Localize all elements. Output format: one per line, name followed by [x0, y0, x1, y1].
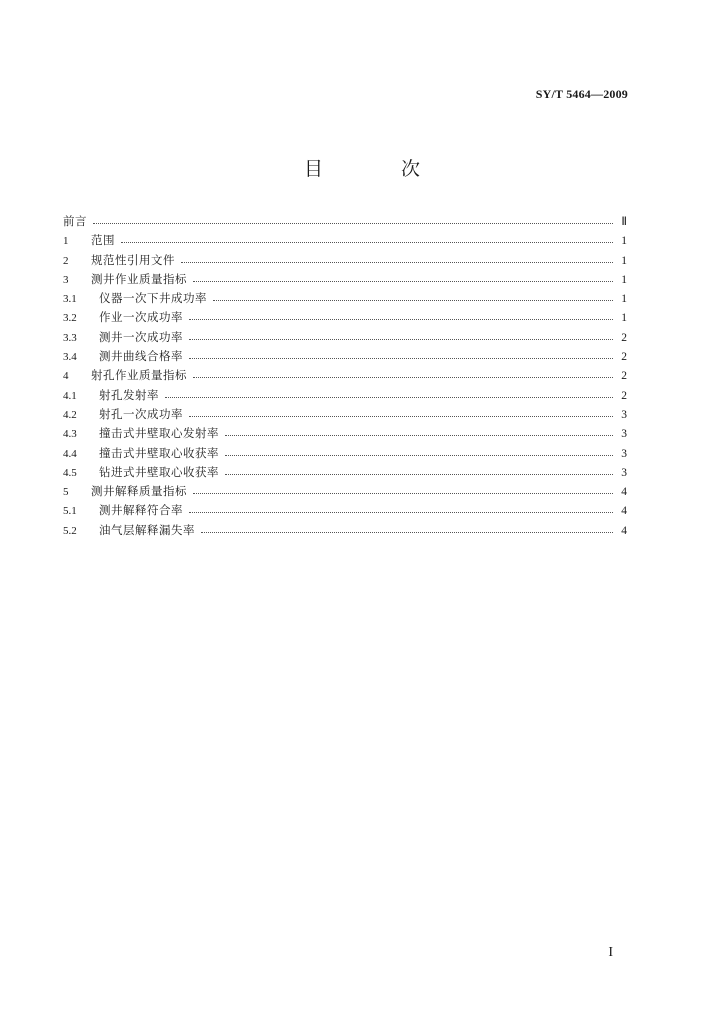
- toc-entry-number: 4.4: [63, 447, 77, 460]
- dot-leader: [193, 367, 613, 378]
- dot-leader: [225, 425, 613, 436]
- toc-entry-page: Ⅱ: [621, 216, 627, 228]
- dot-leader: [193, 483, 613, 494]
- dot-leader: [181, 252, 613, 263]
- toc-entry-page: 3: [621, 428, 627, 441]
- toc-entry-label: 测井解释符合率: [99, 503, 183, 518]
- toc-entry-label: 撞击式井壁取心收获率: [99, 445, 219, 460]
- dot-leader: [189, 406, 613, 417]
- toc-entry[interactable]: [63, 213, 627, 232]
- toc-entry-page: 4: [621, 505, 627, 518]
- toc-entry-number: 5.1: [63, 505, 77, 518]
- toc-entry-number: 3.4: [63, 351, 77, 364]
- toc-entry-page: 1: [621, 273, 627, 286]
- dot-leader: [189, 348, 613, 359]
- toc-entry-number: 4.5: [63, 466, 77, 479]
- toc-entry-page: 1: [621, 293, 627, 306]
- toc-entry-page: 2: [621, 331, 627, 344]
- toc-entry-page: 2: [621, 389, 627, 402]
- toc-entry-label: 范围: [91, 233, 115, 248]
- toc-entry-page: 1: [621, 254, 627, 267]
- toc-entry[interactable]: [63, 271, 627, 290]
- toc-title: 目 次: [303, 158, 457, 180]
- toc-entry[interactable]: [63, 464, 627, 483]
- toc-entry-page: 3: [621, 447, 627, 460]
- toc-entry[interactable]: [63, 425, 627, 444]
- dot-leader: [225, 445, 613, 456]
- dot-leader: [201, 522, 613, 533]
- toc-entry-page: 3: [621, 408, 627, 421]
- toc-entry-label: 射孔发射率: [99, 387, 159, 402]
- toc-entry[interactable]: [63, 367, 627, 386]
- toc-entry-label: 前言: [63, 214, 87, 228]
- toc-entry-number: 2: [63, 254, 69, 267]
- toc-entry-page: 2: [621, 351, 627, 364]
- toc-entry[interactable]: [63, 309, 627, 328]
- dot-leader: [93, 213, 613, 224]
- dot-leader: [121, 232, 613, 243]
- toc-entry-label: 测井曲线合格率: [99, 349, 183, 364]
- toc-entry-label: 射孔作业质量指标: [91, 368, 187, 383]
- toc-entry-label: 钻进式井壁取心收获率: [99, 464, 219, 479]
- dot-leader: [193, 271, 613, 282]
- toc-entry-label: 射孔一次成功率: [99, 406, 183, 421]
- toc-entry-number: 1: [63, 235, 69, 248]
- toc-entry[interactable]: [63, 502, 627, 521]
- toc-entry-number: 4.1: [63, 389, 77, 402]
- toc-entry-number: 3: [63, 273, 69, 286]
- toc-entry-label: 测井一次成功率: [99, 329, 183, 344]
- toc-entry[interactable]: [63, 252, 627, 271]
- toc-entry-label: 油气层解释漏失率: [99, 522, 195, 537]
- toc-entry-number: 4.3: [63, 428, 77, 441]
- toc-entry-number: 3.2: [63, 312, 77, 325]
- toc-entry-number: 4.2: [63, 408, 77, 421]
- toc-entry-label: 仪器一次下井成功率: [99, 291, 207, 306]
- toc-entry-page: 2: [621, 370, 627, 383]
- dot-leader: [225, 464, 613, 475]
- toc-entry-label: 规范性引用文件: [91, 252, 175, 267]
- toc-entry[interactable]: [63, 483, 627, 502]
- dot-leader: [189, 502, 613, 513]
- toc-entry[interactable]: [63, 232, 627, 251]
- toc-entry[interactable]: [63, 445, 627, 464]
- toc-entry-page: 4: [621, 486, 627, 499]
- toc-entry[interactable]: [63, 348, 627, 367]
- toc-entry-number: 5.2: [63, 524, 77, 537]
- toc-entry[interactable]: [63, 406, 627, 425]
- toc-entry-page: 1: [621, 235, 627, 248]
- toc-entry[interactable]: [63, 387, 627, 406]
- table-of-contents: [63, 213, 627, 541]
- toc-entry-page: 4: [621, 524, 627, 537]
- dot-leader: [213, 290, 613, 301]
- toc-entry-number: 3.1: [63, 293, 77, 306]
- toc-entry[interactable]: [63, 329, 627, 348]
- toc-entry-label: 测井解释质量指标: [91, 484, 187, 499]
- toc-entry-label: 测井作业质量指标: [91, 271, 187, 286]
- toc-entry[interactable]: [63, 290, 627, 309]
- standard-code: SY/T 5464—2009: [535, 87, 628, 101]
- toc-entry-number: 3.3: [63, 331, 77, 344]
- toc-entry-page: 3: [621, 466, 627, 479]
- dot-leader: [189, 309, 613, 320]
- toc-entry-number: 5: [63, 486, 69, 499]
- toc-entry-label: 作业一次成功率: [99, 310, 183, 325]
- page-number: I: [608, 945, 613, 960]
- dot-leader: [165, 387, 613, 398]
- toc-entry-page: 1: [621, 312, 627, 325]
- dot-leader: [189, 329, 613, 340]
- toc-entry[interactable]: [63, 522, 627, 541]
- toc-entry-number: 4: [63, 370, 69, 383]
- toc-entry-label: 撞击式井壁取心发射率: [99, 426, 219, 441]
